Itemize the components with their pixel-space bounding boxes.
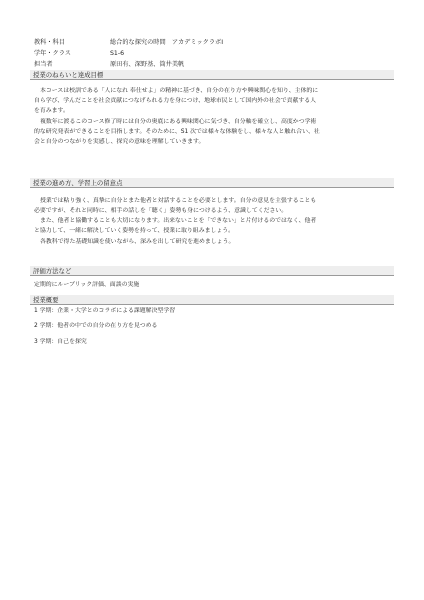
overview-term-2: 2 学期：他者の中での自分の在り方を見つめる xyxy=(34,323,158,329)
section-heading-evaluation: 評価方法など xyxy=(30,266,394,276)
subject-value: 総合的な探究の時間 アカデミックラボⅠ xyxy=(110,39,224,46)
aims-p2-line-1: 複数年に渡るこのコース修了時には自分の奥底にある興味関心に気づき、自分軸を確立し、高度かつ学術 xyxy=(40,119,317,125)
method-p1-line-2: 必要ですが、それと同時に、相手の話しを「聴く」姿勢も身につけるよう、意識してください。 xyxy=(34,208,288,215)
method-p3-line-1: 各教科で得た基礎知識を使いながら、深みを出して研究を進めましょう。 xyxy=(40,239,235,245)
overview-term-1: 1 学期：企業・大学とのコラボによる課題解決型学習 xyxy=(34,308,176,314)
overview-term-3: 3 学期：自己を探究 xyxy=(34,339,87,345)
method-p1-line-1: 授業では粘り強く、真摯に自分とまた他者と対話することを必要とします。自分の意見を主張することも xyxy=(40,198,317,204)
class-label: 学年・クラス xyxy=(34,50,71,57)
aims-p1-line-1: 本コースは校訓である「人になれ 奉仕せよ」の精神に基づき、自分の在り方や興味関心を知り、主体的に xyxy=(40,88,319,94)
method-paragraph-1 xyxy=(34,196,394,216)
method-p2-line-1: また、他者と協働することも大切になります。出来ないことを「できない」と片付けるのではなく、他者 xyxy=(40,218,317,224)
aims-p2-line-2: 的な研究発表ができることを目指します。そのために、S1 次では様々な体験をし、様々な人と触れ合い、社 xyxy=(34,129,320,136)
method-p2-line-2: と協力して、一緒に解決していく姿勢を持って、授業に取り組みましょう。 xyxy=(34,228,235,235)
evaluation-text: 定期的にルーブリック評価、面談の実施 xyxy=(34,282,140,288)
meta-class-row xyxy=(34,50,124,58)
aims-paragraph-1 xyxy=(34,86,394,117)
method-paragraph-3 xyxy=(34,237,394,247)
meta-subject-row xyxy=(34,39,223,47)
method-paragraph-2 xyxy=(34,216,394,236)
aims-p2-line-3: 会と自分のつながりを実感し、探究の意味を理解していきます。 xyxy=(34,139,205,146)
section-heading-aims: 授業のねらいと達成目標 xyxy=(30,70,394,80)
class-value: S1-6 xyxy=(110,50,125,57)
teacher-value: 原田有、深野基、筒井美帆 xyxy=(110,61,185,68)
teacher-label: 担当者 xyxy=(34,61,53,68)
meta-teacher-row xyxy=(34,61,184,69)
aims-paragraph-2 xyxy=(34,117,394,148)
section-heading-method: 授業の進め方、学習上の留意点 xyxy=(30,178,394,188)
subject-label: 教科・科目 xyxy=(34,39,65,46)
aims-p1-line-3: を育みます。 xyxy=(34,108,69,115)
aims-p1-line-2: 自ら学び、学んだことを社会貢献につなげられる力を身につけ、地球市民として国内外の社会で貢献する人 xyxy=(34,98,317,105)
section-heading-overview: 授業概要 xyxy=(30,295,394,305)
